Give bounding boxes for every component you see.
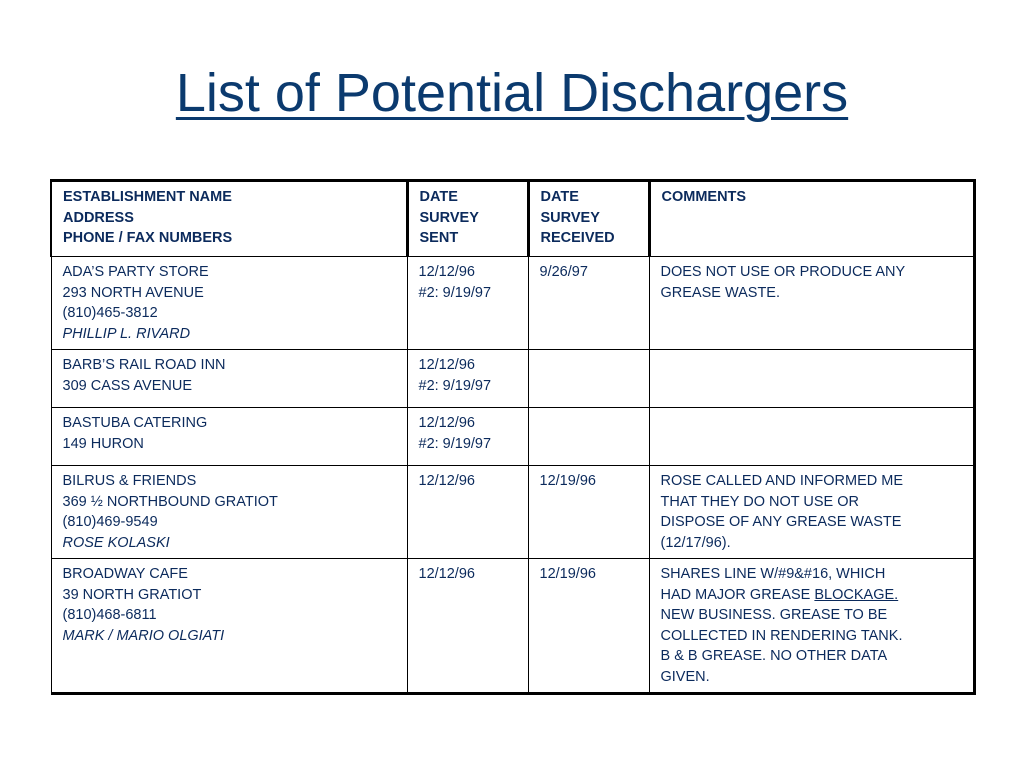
date-sent: 12/12/96 (418, 473, 475, 489)
header-text: RECEIVED (540, 230, 615, 246)
header-comments (649, 181, 974, 257)
table-row (51, 466, 974, 559)
comment-line: DISPOSE OF ANY GREASE WASTE (660, 514, 902, 530)
table-row (51, 350, 974, 408)
dischargers-table (50, 179, 976, 695)
comment-text: HAD MAJOR GREASE (660, 586, 815, 603)
establishment-cell (51, 559, 407, 694)
comment-line (661, 585, 963, 606)
comments-cell (649, 350, 974, 408)
establishment-address: 369 ½ NORTHBOUND GRATIOT (62, 493, 278, 510)
date-sent-cell (407, 408, 528, 466)
comments-cell (649, 257, 974, 350)
establishment-address: 149 HURON (62, 435, 144, 452)
date-sent: #2: 9/19/97 (418, 284, 492, 301)
header-date-sent (407, 181, 528, 257)
establishment-phone: (810)469-9549 (62, 514, 158, 530)
header-text: DATE (540, 189, 579, 205)
header-text: DATE (419, 189, 458, 205)
comment-line: ROSE CALLED AND INFORMED ME (660, 473, 904, 489)
establishment-name: BARB’S RAIL ROAD INN (62, 357, 226, 373)
establishment-name: BROADWAY CAFE (62, 566, 188, 582)
table-row (51, 559, 974, 694)
date-received-cell (528, 559, 649, 694)
establishment-cell (51, 257, 407, 350)
date-sent: 12/12/96 (418, 415, 475, 431)
establishment-contact: ROSE KOLASKI (62, 534, 170, 551)
date-sent: 12/12/96 (418, 264, 475, 280)
establishment-contact: MARK / MARIO OLGIATI (62, 627, 225, 644)
date-sent: #2: 9/19/97 (418, 435, 492, 452)
date-sent-cell (407, 559, 528, 694)
comment-line: NEW BUSINESS. GREASE TO BE (660, 607, 888, 623)
establishment-phone: (810)468-6811 (62, 607, 157, 623)
date-received: 9/26/97 (539, 264, 588, 280)
comment-line: GREASE WASTE. (660, 284, 781, 301)
header-text: SURVEY (540, 209, 600, 226)
establishment-cell (51, 408, 407, 466)
comments-cell (649, 466, 974, 559)
comment-line: THAT THEY DO NOT USE OR (660, 493, 859, 510)
establishment-name: BILRUS & FRIENDS (62, 473, 197, 489)
date-received: 12/19/96 (539, 473, 596, 489)
header-text: COMMENTS (661, 189, 747, 205)
establishment-contact: PHILLIP L. RIVARD (62, 325, 191, 342)
header-text: ESTABLISHMENT NAME (63, 189, 232, 205)
comment-underlined-text: BLOCKAGE. (814, 586, 899, 603)
date-received-cell (528, 466, 649, 559)
comment-line: GIVEN. (660, 668, 710, 685)
establishment-cell (51, 350, 407, 408)
header-establishment (51, 181, 407, 257)
header-text: SURVEY (419, 209, 479, 226)
date-received: 12/19/96 (539, 566, 596, 582)
comments-cell (649, 408, 974, 466)
date-sent-cell (407, 257, 528, 350)
date-sent: 12/12/96 (418, 357, 475, 373)
comments-cell (649, 559, 974, 694)
table-row (51, 257, 974, 350)
header-text: PHONE / FAX NUMBERS (63, 230, 233, 246)
establishment-phone: (810)465-3812 (62, 305, 158, 321)
date-received-cell (528, 257, 649, 350)
comment-line: DOES NOT USE OR PRODUCE ANY (660, 264, 906, 280)
date-sent: #2: 9/19/97 (418, 377, 492, 394)
comment-line: COLLECTED IN RENDERING TANK. (660, 627, 903, 644)
comment-line: SHARES LINE W/#9&#16, WHICH (660, 566, 886, 582)
comment-line: B & B GREASE. NO OTHER DATA (660, 648, 888, 664)
date-sent: 12/12/96 (418, 566, 475, 582)
establishment-address: 39 NORTH GRATIOT (62, 586, 202, 603)
page-title: List of Potential Dischargers (175, 63, 849, 123)
date-received-cell (528, 408, 649, 466)
establishment-address: 309 CASS AVENUE (62, 377, 192, 394)
table-row (51, 408, 974, 466)
header-date-received (528, 181, 649, 257)
header-text: SENT (419, 230, 459, 246)
header-text: ADDRESS (63, 209, 134, 226)
establishment-address: 293 NORTH AVENUE (62, 284, 204, 301)
date-sent-cell (407, 466, 528, 559)
establishment-name: BASTUBA CATERING (62, 415, 208, 431)
comment-line: (12/17/96). (660, 534, 731, 551)
table-header-row (51, 181, 974, 257)
establishment-name: ADA’S PARTY STORE (62, 264, 209, 280)
date-sent-cell (407, 350, 528, 408)
date-received-cell (528, 350, 649, 408)
establishment-cell (51, 466, 407, 559)
